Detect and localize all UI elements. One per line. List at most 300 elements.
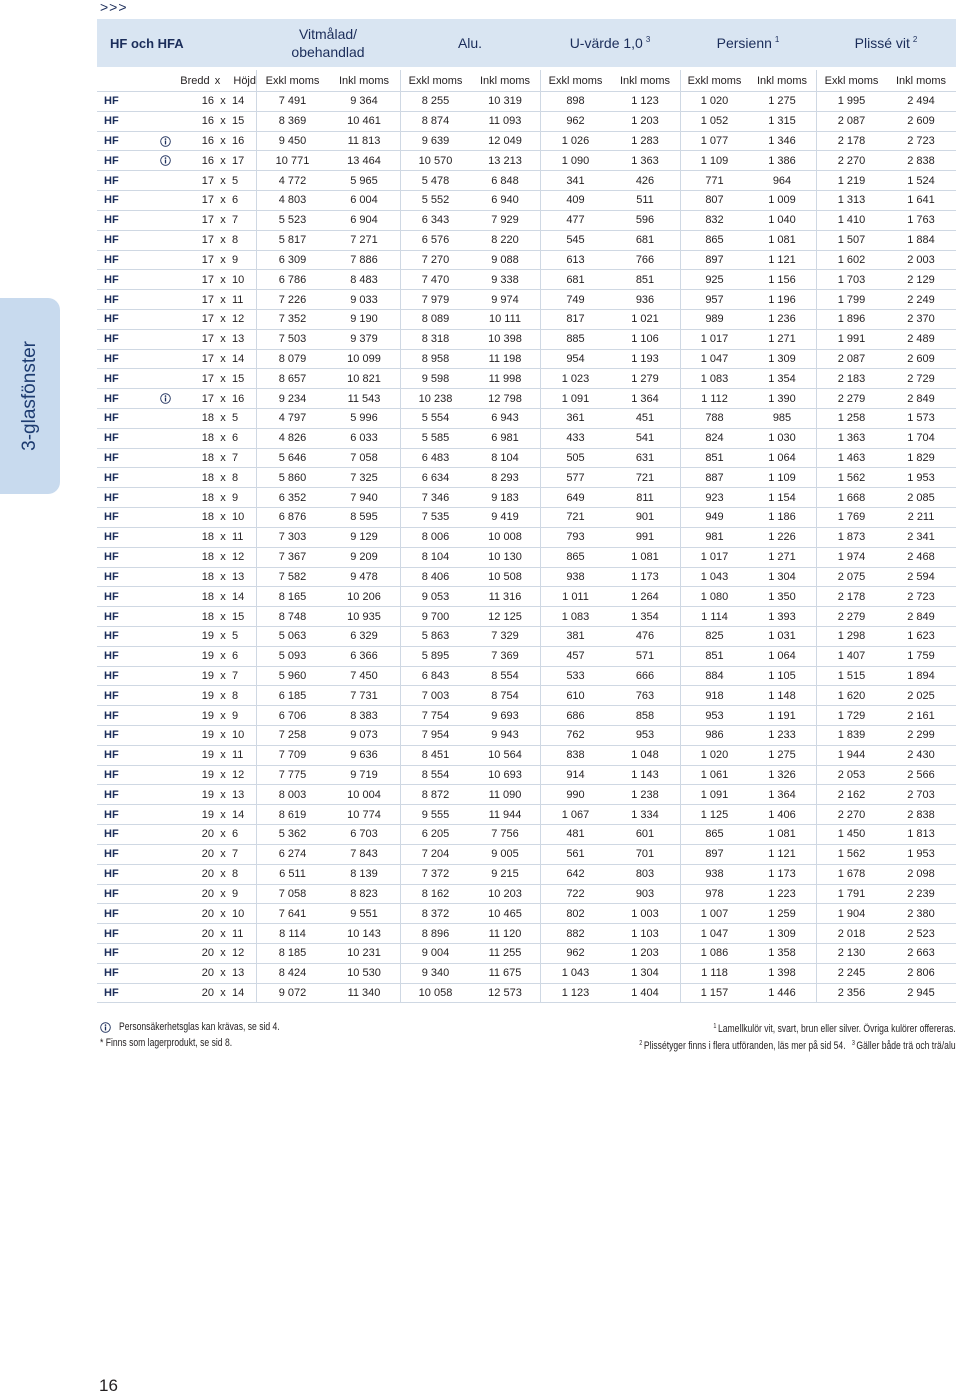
size-cell <box>180 785 256 804</box>
size-separator: x <box>220 135 226 148</box>
price-alu-exkl: 7 535 <box>400 508 470 527</box>
width-header: Bredd <box>180 74 210 87</box>
price-persienn-exkl: 1 017 <box>680 548 748 567</box>
row-product-code: HF <box>104 729 119 742</box>
size-separator: x <box>220 769 226 782</box>
price-plisse-inkl: 2 098 <box>907 868 935 881</box>
row-product-code: HF <box>104 788 119 801</box>
size-width: 19 <box>201 709 214 722</box>
price-vitmalad-inkl: 8 483 <box>350 273 378 286</box>
price-alu-exkl: 10 570 <box>400 151 470 170</box>
price-alu-inkl: 12 798 <box>488 392 522 405</box>
row-product-code: HF <box>104 828 119 841</box>
price-persienn-exkl: 1 020 <box>680 746 748 765</box>
price-alu-exkl: 8 006 <box>400 528 470 547</box>
size-cell <box>180 904 256 923</box>
size-cell <box>180 746 256 765</box>
size-width: 18 <box>201 452 214 465</box>
row-product-code: HF <box>104 234 119 247</box>
price-plisse-inkl: 2 849 <box>907 610 935 623</box>
size-separator: x <box>220 848 226 861</box>
size-separator: x <box>220 194 226 207</box>
group-header-vitmalad-label: Vitmålad/ obehandlad <box>291 26 365 60</box>
price-uvarde-exkl: 990 <box>540 785 610 804</box>
group-header-uvarde <box>540 34 680 52</box>
table-row <box>97 904 956 924</box>
price-alu-exkl: 8 554 <box>400 766 470 785</box>
price-uvarde-inkl: 1 404 <box>631 986 659 999</box>
price-uvarde-exkl: 938 <box>540 568 610 587</box>
price-plisse-exkl: 2 270 <box>816 805 886 824</box>
size-width: 18 <box>201 531 214 544</box>
size-separator: x <box>220 907 226 920</box>
price-plisse-inkl: 2 370 <box>907 313 935 326</box>
price-plisse-exkl: 2 162 <box>816 785 886 804</box>
price-alu-exkl: 6 483 <box>400 449 470 468</box>
price-persienn-exkl: 887 <box>680 468 748 487</box>
price-vitmalad-exkl: 7 058 <box>256 885 328 904</box>
footnote-mark: 2 <box>639 1040 643 1047</box>
price-alu-inkl: 7 929 <box>491 214 519 227</box>
size-cell <box>180 548 256 567</box>
size-separator: x <box>220 868 226 881</box>
price-alu-inkl: 9 338 <box>491 273 519 286</box>
price-plisse-exkl: 1 668 <box>816 488 886 507</box>
price-uvarde-inkl: 1 193 <box>631 352 659 365</box>
price-alu-exkl: 8 089 <box>400 310 470 329</box>
price-persienn-exkl: 1 020 <box>680 92 748 111</box>
price-persienn-exkl: 1 080 <box>680 587 748 606</box>
table-row <box>97 984 956 1004</box>
size-width: 17 <box>201 293 214 306</box>
price-vitmalad-exkl: 7 503 <box>256 330 328 349</box>
price-persienn-exkl: 1 047 <box>680 924 748 943</box>
price-plisse-exkl: 2 279 <box>816 389 886 408</box>
size-cell <box>180 92 256 111</box>
size-height: 6 <box>232 432 239 445</box>
price-plisse-exkl: 1 991 <box>816 330 886 349</box>
table-row <box>97 865 956 885</box>
size-height: 6 <box>232 828 239 841</box>
price-persienn-exkl: 1 077 <box>680 132 748 151</box>
price-uvarde-inkl: 1 264 <box>631 590 659 603</box>
row-product-code: HF <box>104 531 119 544</box>
price-uvarde-exkl: 561 <box>540 845 610 864</box>
size-separator: x <box>220 967 226 980</box>
subheader-spacer <box>97 70 150 91</box>
price-persienn-inkl: 1 259 <box>768 907 796 920</box>
price-vitmalad-exkl: 7 709 <box>256 746 328 765</box>
price-uvarde-inkl: 681 <box>635 234 655 247</box>
price-uvarde-inkl: 596 <box>635 214 655 227</box>
price-vitmalad-inkl: 8 823 <box>350 887 378 900</box>
table-row <box>97 845 956 865</box>
table-row <box>97 488 956 508</box>
price-plisse-exkl: 1 839 <box>816 726 886 745</box>
price-plisse-exkl: 2 087 <box>816 112 886 131</box>
price-uvarde-inkl: 571 <box>635 650 655 663</box>
info-cell <box>150 746 180 765</box>
price-alu-inkl: 10 693 <box>488 769 522 782</box>
price-vitmalad-inkl: 9 636 <box>350 749 378 762</box>
size-separator: x <box>220 293 226 306</box>
price-alu-inkl: 11 998 <box>488 372 522 385</box>
row-product-code: HF <box>104 333 119 346</box>
col-header-vitmalad-exkl: Exkl moms <box>256 70 328 91</box>
size-height: 14 <box>232 352 245 365</box>
price-vitmalad-exkl: 5 063 <box>256 627 328 646</box>
price-uvarde-exkl: 642 <box>540 865 610 884</box>
price-plisse-exkl: 1 995 <box>816 92 886 111</box>
price-vitmalad-exkl: 6 352 <box>256 488 328 507</box>
price-table-body <box>97 92 956 1003</box>
size-cell <box>180 449 256 468</box>
table-row <box>97 548 956 568</box>
info-cell <box>150 706 180 725</box>
price-vitmalad-inkl: 9 190 <box>350 313 378 326</box>
size-cell <box>180 805 256 824</box>
info-cell <box>150 568 180 587</box>
info-cell <box>150 251 180 270</box>
price-persienn-inkl: 1 009 <box>768 194 796 207</box>
price-uvarde-exkl: 477 <box>540 211 610 230</box>
size-header <box>180 70 256 91</box>
price-vitmalad-inkl: 10 099 <box>347 352 381 365</box>
size-width: 17 <box>201 253 214 266</box>
price-plisse-inkl: 2 594 <box>907 570 935 583</box>
footnote-mark: 3 <box>645 35 651 44</box>
size-header-separator: x <box>214 74 221 87</box>
price-persienn-inkl: 1 271 <box>768 551 796 564</box>
price-persienn-exkl: 1 043 <box>680 568 748 587</box>
price-alu-inkl: 12 573 <box>488 986 522 999</box>
price-uvarde-inkl: 903 <box>635 887 655 900</box>
price-vitmalad-exkl: 6 706 <box>256 706 328 725</box>
size-width: 18 <box>201 551 214 564</box>
price-plisse-exkl: 1 219 <box>816 171 886 190</box>
price-uvarde-exkl: 613 <box>540 251 610 270</box>
size-width: 17 <box>201 352 214 365</box>
subheader-spacer <box>150 70 180 91</box>
price-uvarde-exkl: 962 <box>540 112 610 131</box>
info-cell <box>150 508 180 527</box>
size-width: 19 <box>201 808 214 821</box>
price-alu-inkl: 11 255 <box>488 947 522 960</box>
size-separator: x <box>220 174 226 187</box>
size-cell <box>180 132 256 151</box>
size-cell <box>180 686 256 705</box>
size-width: 19 <box>201 669 214 682</box>
size-height: 16 <box>232 135 245 148</box>
section-tab <box>0 298 60 494</box>
size-height: 13 <box>232 788 245 801</box>
price-vitmalad-inkl: 9 719 <box>350 769 378 782</box>
size-cell <box>180 290 256 309</box>
price-persienn-exkl: 989 <box>680 310 748 329</box>
price-plisse-exkl: 1 729 <box>816 706 886 725</box>
info-cell <box>150 766 180 785</box>
price-vitmalad-exkl: 5 860 <box>256 468 328 487</box>
row-product-code: HF <box>104 848 119 861</box>
price-alu-exkl: 7 470 <box>400 270 470 289</box>
info-icon <box>160 393 171 404</box>
info-cell <box>150 944 180 963</box>
price-plisse-inkl: 2 566 <box>907 769 935 782</box>
price-persienn-exkl: 865 <box>680 825 748 844</box>
row-product-code: HF <box>104 630 119 643</box>
price-vitmalad-exkl: 8 619 <box>256 805 328 824</box>
price-plisse-exkl: 2 018 <box>816 924 886 943</box>
price-plisse-inkl: 2 161 <box>907 709 935 722</box>
price-alu-inkl: 10 398 <box>488 333 522 346</box>
size-height: 9 <box>232 709 239 722</box>
price-persienn-exkl: 824 <box>680 429 748 448</box>
size-separator: x <box>220 828 226 841</box>
size-cell <box>180 350 256 369</box>
price-plisse-exkl: 1 602 <box>816 251 886 270</box>
size-height: 5 <box>232 412 239 425</box>
row-product-code: HF <box>104 511 119 524</box>
table-row <box>97 726 956 746</box>
price-plisse-inkl: 2 249 <box>907 293 935 306</box>
price-alu-exkl: 8 406 <box>400 568 470 587</box>
price-uvarde-exkl: 409 <box>540 191 610 210</box>
price-alu-exkl: 7 372 <box>400 865 470 884</box>
price-plisse-inkl: 1 524 <box>907 174 935 187</box>
price-uvarde-inkl: 936 <box>635 293 655 306</box>
price-alu-exkl: 6 843 <box>400 667 470 686</box>
price-persienn-exkl: 1 091 <box>680 785 748 804</box>
price-vitmalad-exkl: 4 803 <box>256 191 328 210</box>
price-alu-exkl: 9 555 <box>400 805 470 824</box>
info-cell <box>150 132 180 151</box>
price-alu-exkl: 8 372 <box>400 904 470 923</box>
price-vitmalad-inkl: 9 209 <box>350 551 378 564</box>
footnote-stock-item <box>100 1035 325 1051</box>
price-plisse-exkl: 1 562 <box>816 468 886 487</box>
price-uvarde-exkl: 1 123 <box>540 984 610 1003</box>
table-row <box>97 270 956 290</box>
price-alu-inkl: 8 293 <box>491 471 519 484</box>
row-product-code: HF <box>104 432 119 445</box>
info-cell <box>150 785 180 804</box>
price-uvarde-exkl: 1 067 <box>540 805 610 824</box>
size-height: 7 <box>232 848 239 861</box>
price-persienn-exkl: 897 <box>680 251 748 270</box>
price-alu-exkl: 5 552 <box>400 191 470 210</box>
price-uvarde-exkl: 1 026 <box>540 132 610 151</box>
row-product-code: HF <box>104 95 119 108</box>
table-row <box>97 92 956 112</box>
size-separator: x <box>220 947 226 960</box>
size-separator: x <box>220 551 226 564</box>
price-uvarde-exkl: 681 <box>540 270 610 289</box>
size-cell <box>180 231 256 250</box>
price-alu-inkl: 10 319 <box>488 95 522 108</box>
price-vitmalad-exkl: 5 817 <box>256 231 328 250</box>
price-plisse-inkl: 1 884 <box>907 234 935 247</box>
size-separator: x <box>220 669 226 682</box>
footnote-safety-glass-text: Personsäkerhetsglas kan krävas, se sid 4. <box>119 1021 280 1033</box>
size-cell <box>180 607 256 626</box>
price-alu-inkl: 11 944 <box>488 808 522 821</box>
price-uvarde-exkl: 1 091 <box>540 389 610 408</box>
size-width: 16 <box>201 115 214 128</box>
info-cell <box>150 805 180 824</box>
price-uvarde-exkl: 721 <box>540 508 610 527</box>
size-cell <box>180 330 256 349</box>
price-uvarde-inkl: 426 <box>635 174 655 187</box>
size-cell <box>180 865 256 884</box>
price-vitmalad-inkl: 7 058 <box>350 452 378 465</box>
group-header-alu <box>400 34 540 52</box>
price-uvarde-inkl: 953 <box>635 729 655 742</box>
row-product-code: HF <box>104 491 119 504</box>
price-alu-exkl: 8 872 <box>400 785 470 804</box>
info-cell <box>150 726 180 745</box>
size-height: 12 <box>232 947 245 960</box>
row-product-code: HF <box>104 947 119 960</box>
price-alu-inkl: 11 198 <box>488 352 522 365</box>
price-plisse-inkl: 2 723 <box>907 135 935 148</box>
table-row <box>97 607 956 627</box>
price-vitmalad-exkl: 7 367 <box>256 548 328 567</box>
table-row <box>97 389 956 409</box>
table-row <box>97 944 956 964</box>
size-separator: x <box>220 115 226 128</box>
price-vitmalad-exkl: 7 352 <box>256 310 328 329</box>
price-plisse-exkl: 1 463 <box>816 449 886 468</box>
price-uvarde-inkl: 1 123 <box>631 95 659 108</box>
price-vitmalad-inkl: 7 325 <box>350 471 378 484</box>
price-plisse-inkl: 2 468 <box>907 551 935 564</box>
price-plisse-inkl: 2 523 <box>907 927 935 940</box>
size-height: 11 <box>232 749 244 762</box>
price-persienn-inkl: 1 173 <box>768 868 796 881</box>
size-cell <box>180 112 256 131</box>
size-height: 10 <box>232 511 245 524</box>
price-vitmalad-exkl: 5 362 <box>256 825 328 844</box>
price-plisse-inkl: 2 609 <box>907 352 935 365</box>
row-product-code: HF <box>104 669 119 682</box>
price-alu-inkl: 9 183 <box>491 491 519 504</box>
size-cell <box>180 171 256 190</box>
price-uvarde-inkl: 476 <box>635 630 655 643</box>
price-persienn-inkl: 1 148 <box>768 689 796 702</box>
price-plisse-inkl: 1 573 <box>907 412 935 425</box>
price-vitmalad-inkl: 11 340 <box>347 986 381 999</box>
price-persienn-exkl: 925 <box>680 270 748 289</box>
price-plisse-inkl: 2 849 <box>907 392 935 405</box>
price-persienn-inkl: 1 196 <box>768 293 796 306</box>
price-persienn-exkl: 1 086 <box>680 944 748 963</box>
price-plisse-inkl: 1 641 <box>907 194 935 207</box>
price-alu-inkl: 10 203 <box>488 887 522 900</box>
size-width: 20 <box>201 828 214 841</box>
table-row <box>97 508 956 528</box>
price-uvarde-inkl: 1 354 <box>631 610 659 623</box>
price-vitmalad-inkl: 7 940 <box>350 491 378 504</box>
size-separator: x <box>220 214 226 227</box>
size-height: 14 <box>232 808 245 821</box>
price-uvarde-inkl: 851 <box>635 273 655 286</box>
price-alu-inkl: 13 213 <box>488 154 522 167</box>
size-separator: x <box>220 253 226 266</box>
price-plisse-inkl: 1 763 <box>907 214 935 227</box>
size-cell <box>180 508 256 527</box>
price-vitmalad-inkl: 7 843 <box>350 848 378 861</box>
size-width: 19 <box>201 630 214 643</box>
price-vitmalad-inkl: 13 464 <box>347 154 381 167</box>
price-alu-exkl: 6 576 <box>400 231 470 250</box>
price-plisse-exkl: 2 245 <box>816 964 886 983</box>
price-persienn-inkl: 1 406 <box>768 808 796 821</box>
price-persienn-inkl: 1 350 <box>768 590 796 603</box>
size-separator: x <box>220 273 226 286</box>
price-persienn-exkl: 851 <box>680 647 748 666</box>
price-persienn-inkl: 1 223 <box>768 887 796 900</box>
row-product-code: HF <box>104 253 119 266</box>
price-persienn-exkl: 788 <box>680 409 748 428</box>
price-uvarde-exkl: 722 <box>540 885 610 904</box>
price-alu-inkl: 7 329 <box>491 630 519 643</box>
size-cell <box>180 647 256 666</box>
info-cell <box>150 429 180 448</box>
price-uvarde-inkl: 601 <box>635 828 655 841</box>
footnote-safety-glass <box>100 1019 325 1035</box>
price-alu-exkl: 6 205 <box>400 825 470 844</box>
size-height: 10 <box>232 273 245 286</box>
table-row <box>97 587 956 607</box>
price-vitmalad-inkl: 9 379 <box>350 333 378 346</box>
table-title: HF och HFA <box>110 35 184 51</box>
size-separator: x <box>220 313 226 326</box>
price-vitmalad-exkl: 7 303 <box>256 528 328 547</box>
col-header-uvarde-inkl: Inkl moms <box>619 74 671 87</box>
info-cell <box>150 825 180 844</box>
price-vitmalad-inkl: 6 904 <box>350 214 378 227</box>
price-persienn-exkl: 957 <box>680 290 748 309</box>
size-width: 20 <box>201 967 214 980</box>
price-alu-exkl: 7 979 <box>400 290 470 309</box>
price-persienn-exkl: 897 <box>680 845 748 864</box>
size-width: 20 <box>201 927 214 940</box>
price-alu-exkl: 8 104 <box>400 548 470 567</box>
size-separator: x <box>220 887 226 900</box>
footnote-1-text: Lamellkulör vit, svart, brun eller silver. Övriga kulörer offereras. <box>718 1023 956 1035</box>
info-cell <box>150 310 180 329</box>
table-row <box>97 468 956 488</box>
price-vitmalad-inkl: 8 383 <box>350 709 378 722</box>
info-cell <box>150 211 180 230</box>
table-row <box>97 429 956 449</box>
price-plisse-exkl: 1 450 <box>816 825 886 844</box>
size-separator: x <box>220 471 226 484</box>
table-row <box>97 132 956 152</box>
price-persienn-inkl: 1 390 <box>768 392 796 405</box>
price-persienn-inkl: 1 304 <box>768 570 796 583</box>
price-plisse-exkl: 1 507 <box>816 231 886 250</box>
info-icon <box>100 1022 111 1033</box>
price-plisse-inkl: 2 430 <box>907 749 935 762</box>
price-persienn-inkl: 1 236 <box>768 313 796 326</box>
price-vitmalad-inkl: 5 965 <box>350 174 378 187</box>
size-width: 18 <box>201 570 214 583</box>
price-vitmalad-exkl: 8 079 <box>256 350 328 369</box>
info-cell <box>150 290 180 309</box>
price-uvarde-exkl: 686 <box>540 706 610 725</box>
price-plisse-exkl: 1 620 <box>816 686 886 705</box>
